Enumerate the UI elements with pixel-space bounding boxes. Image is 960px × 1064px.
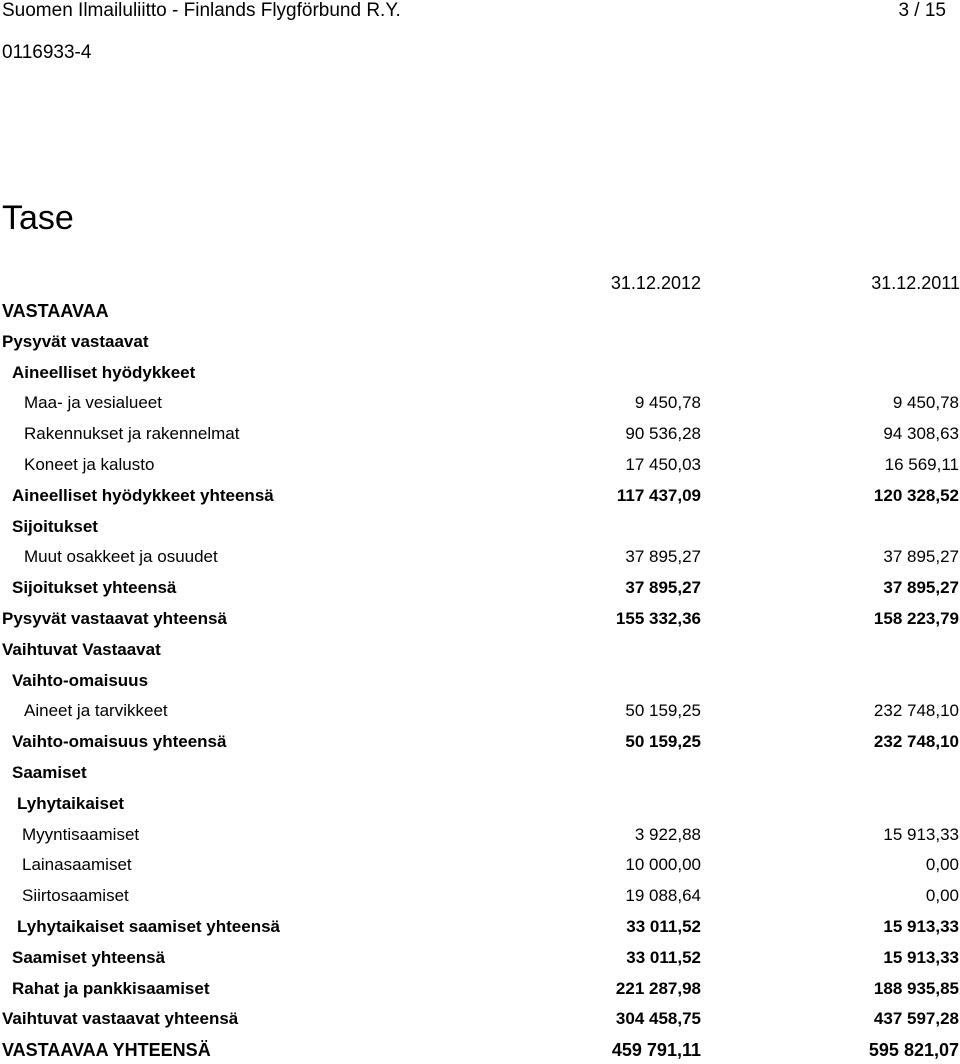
- row-label: Lyhytaikaiset saamiset yhteensä: [17, 916, 281, 936]
- row-label: Vaihtuvat vastaavat yhteensä: [2, 1009, 239, 1029]
- value-2012: 90 536,28: [625, 424, 701, 444]
- table-row: [0, 787, 960, 818]
- row-label: Pysyvät vastaavat: [2, 331, 149, 351]
- table-row: [0, 510, 960, 541]
- value-2011: 0,00: [925, 886, 959, 906]
- value-2011: 15 913,33: [883, 824, 959, 844]
- table-row: [0, 386, 960, 417]
- table-row: [0, 540, 960, 571]
- value-2012: 33 011,52: [626, 916, 701, 936]
- row-label: Vaihtuvat Vastaavat: [2, 639, 161, 659]
- value-2012: 10 000,00: [625, 855, 701, 875]
- table-row: [0, 325, 960, 356]
- table-row: [0, 356, 960, 387]
- table-row: [0, 879, 960, 910]
- value-2012: 17 450,03: [625, 454, 701, 474]
- value-2012: 9 450,78: [634, 393, 701, 413]
- value-2011: 15 913,33: [883, 916, 959, 936]
- row-label: Saamiset yhteensä: [12, 947, 166, 967]
- value-2012: 37 895,27: [625, 578, 701, 598]
- column-header-2011: 31.12.2011: [871, 273, 960, 293]
- row-label: Myyntisaamiset: [22, 824, 140, 844]
- value-2011: 16 569,11: [884, 454, 959, 474]
- row-label: Lyhytaikaiset: [17, 793, 125, 813]
- value-2011: 437 597,28: [873, 1009, 959, 1029]
- value-2012: 221 287,98: [615, 978, 701, 998]
- row-label: Lainasaamiset: [22, 855, 132, 875]
- table-row: [0, 479, 960, 510]
- value-2011: 37 895,27: [883, 578, 959, 598]
- value-2011: 188 935,85: [873, 978, 959, 998]
- table-row: [0, 417, 960, 448]
- value-2012: 155 332,36: [615, 608, 701, 628]
- page-title: Tase: [2, 199, 74, 237]
- value-2012: 3 922,88: [634, 824, 701, 844]
- organization-name: Suomen Ilmailuliitto - Finlands Flygförbund R.Y.: [2, 0, 401, 21]
- row-label: Aineelliset hyödykkeet: [12, 362, 196, 382]
- value-2011: 120 328,52: [873, 485, 959, 505]
- row-label: Koneet ja kalusto: [24, 454, 155, 474]
- table-row: [0, 664, 960, 695]
- business-id: 0116933-4: [2, 42, 92, 63]
- value-2011: 0,00: [925, 855, 959, 875]
- value-2012: 50 159,25: [625, 732, 701, 752]
- table-row: [0, 602, 960, 633]
- table-row: [0, 818, 960, 849]
- table-row: [0, 1033, 960, 1064]
- table-row: [0, 910, 960, 941]
- balance-sheet-table: [0, 294, 960, 1064]
- table-row: [0, 941, 960, 972]
- table-row: [0, 756, 960, 787]
- row-label: Sijoitukset: [12, 516, 98, 536]
- row-label: VASTAAVAA YHTEENSÄ: [2, 1040, 211, 1061]
- value-2011: 15 913,33: [883, 947, 959, 967]
- row-label: Rahat ja pankkisaamiset: [12, 978, 210, 998]
- value-2012: 19 088,64: [625, 886, 701, 906]
- table-row: [0, 571, 960, 602]
- row-label: Vaihto-omaisuus yhteensä: [12, 732, 227, 752]
- value-2012: 459 791,11: [611, 1040, 701, 1061]
- row-label: Sijoitukset yhteensä: [12, 578, 177, 598]
- table-row: [0, 633, 960, 664]
- table-row: [0, 725, 960, 756]
- value-2011: 595 821,07: [868, 1040, 959, 1061]
- value-2012: 37 895,27: [625, 547, 701, 567]
- value-2012: 33 011,52: [626, 947, 701, 967]
- row-label: Pysyvät vastaavat yhteensä: [2, 608, 227, 628]
- table-row: [0, 1002, 960, 1033]
- table-row: [0, 294, 960, 325]
- page-number: 3 / 15: [898, 0, 946, 21]
- table-row: [0, 448, 960, 479]
- row-label: Muut osakkeet ja osuudet: [24, 547, 218, 567]
- table-row: [0, 848, 960, 879]
- value-2011: 158 223,79: [873, 608, 959, 628]
- row-label: Aineelliset hyödykkeet yhteensä: [12, 485, 274, 505]
- value-2012: 304 458,75: [615, 1009, 701, 1029]
- value-2011: 94 308,63: [883, 424, 959, 444]
- row-label: Maa- ja vesialueet: [24, 393, 162, 413]
- row-label: Aineet ja tarvikkeet: [24, 701, 168, 721]
- row-label: Vaihto-omaisuus: [12, 670, 149, 690]
- value-2012: 117 437,09: [616, 485, 701, 505]
- value-2012: 50 159,25: [625, 701, 701, 721]
- row-label: VASTAAVAA: [2, 301, 109, 321]
- value-2011: 9 450,78: [892, 393, 959, 413]
- row-label: Rakennukset ja rakennelmat: [24, 424, 240, 444]
- column-header-2012: 31.12.2012: [610, 273, 701, 293]
- row-label: Saamiset: [12, 762, 87, 782]
- value-2011: 232 748,10: [873, 732, 959, 752]
- table-row: [0, 972, 960, 1003]
- table-row: [0, 694, 960, 725]
- value-2011: 37 895,27: [883, 547, 959, 567]
- value-2011: 232 748,10: [873, 701, 959, 721]
- row-label: Siirtosaamiset: [22, 886, 129, 906]
